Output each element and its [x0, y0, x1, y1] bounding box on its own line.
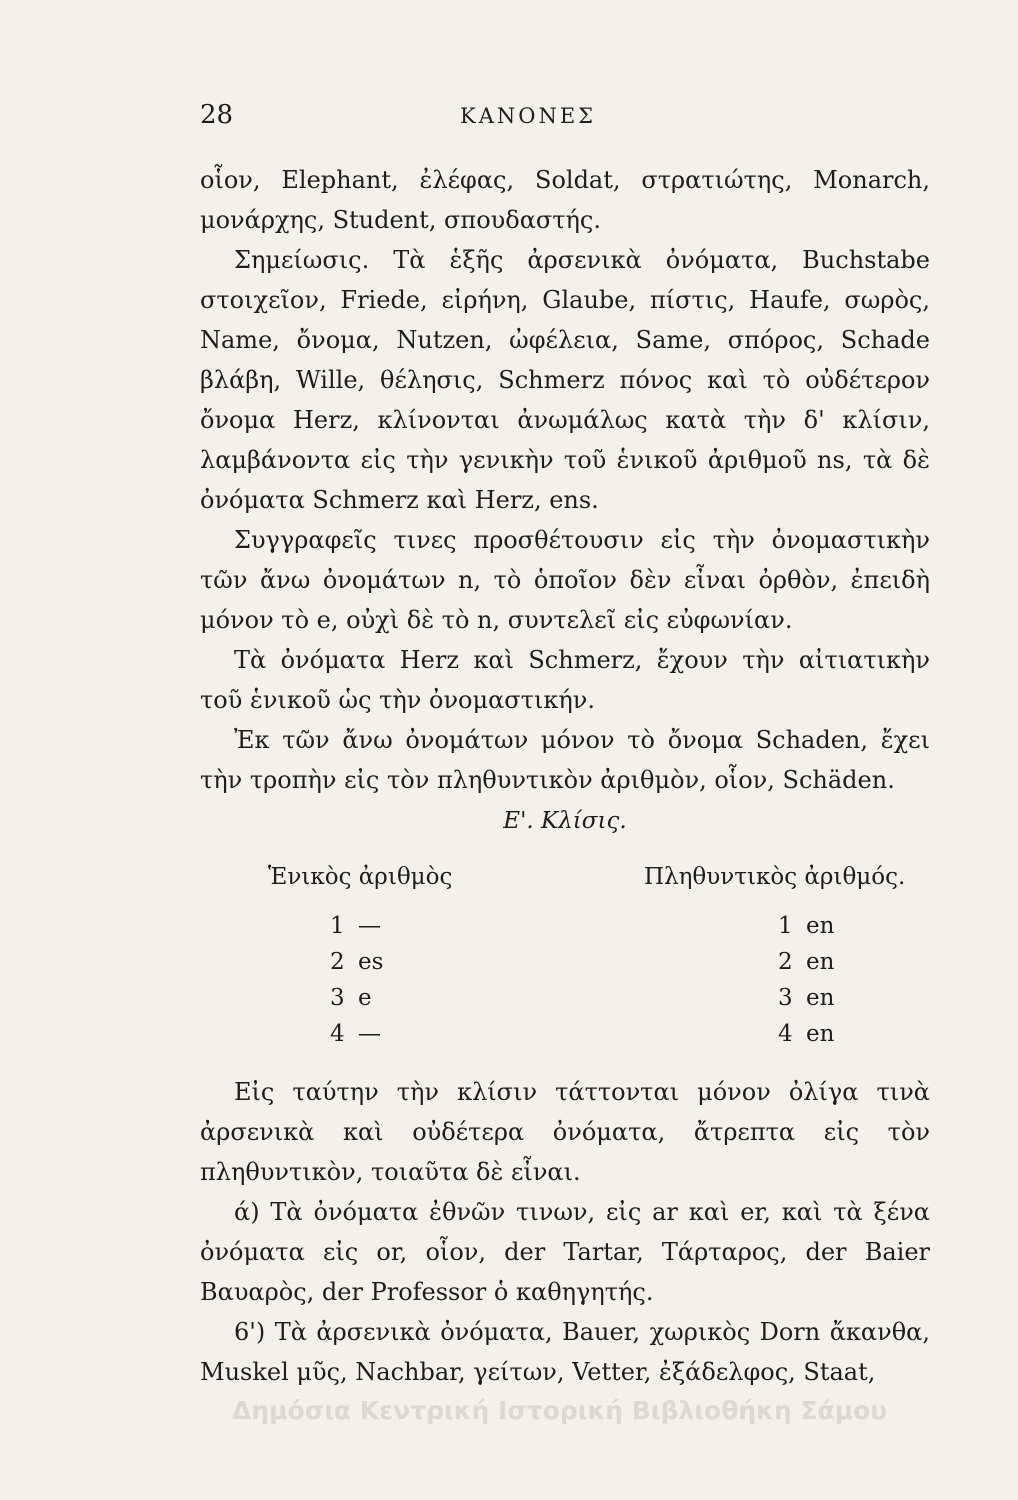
case-ending: en [806, 913, 835, 939]
case-ending: en [806, 949, 835, 975]
declension-table [200, 864, 930, 1054]
table-row [268, 944, 452, 980]
case-number: 1 [778, 913, 793, 939]
running-head: ΚΑΝΟΝΕΣ [460, 104, 596, 128]
table-row [268, 1016, 452, 1052]
table-row [268, 908, 452, 944]
case-ending: — [358, 913, 381, 939]
case-ending: — [358, 1021, 381, 1047]
case-number: 3 [778, 985, 793, 1011]
case-number: 4 [778, 1021, 793, 1047]
case-ending: e [358, 985, 372, 1011]
singular-header: Ἑνικὸς ἀριθμὸς [268, 864, 453, 890]
table-row [268, 980, 452, 1016]
paragraph: Σημείωσις. Τὰ ἑξῆς ἀρσενικὰ ὀνόματα, Buchstabe στοιχεῖον, Friede, εἰρήνη, Glaube, πίστις, Haufe, σωρὸς, Name, ὄνομα, Nutzen, ὠφέλεια, Same, σπόρος, Schade βλάβη, Wille, θέλησις, Schmerz πόνος καὶ τὸ οὐδέτερον ὄνομα Herz, κλίνονται ἀνωμάλως κατὰ τὴν δ' κλίσιν, λαμβάνοντα εἰς τὴν γενικὴν τοῦ ἑνικοῦ ἀριθμοῦ ns, τὰ δὲ ὀνόματα Schmerz καὶ Herz, ens. [200, 246, 930, 514]
paragraph: ά) Τὰ ὀνόματα ἐθνῶν τινων, εἰς ar καὶ er, καὶ τὰ ξένα ὀνόματα εἰς or, οἷον, der Tartar, Τάρταρος, der Baier Βαυαρὸς, der Professor ὁ καθηγητής. [200, 1198, 930, 1306]
case-ending: en [806, 985, 835, 1011]
paragraph: 6') Τὰ ἀρσενικὰ ὀνόματα, Bauer, χωρικὸς Dorn ἄκανθα, Muskel μῦς, Nachbar, γείτων, Vetter, ἐξάδελφος, Staat, [200, 1318, 930, 1386]
table-row [644, 980, 905, 1016]
case-number: 2 [778, 949, 793, 975]
paragraph: Τὰ ὀνόματα Herz καὶ Schmerz, ἔχουν τὴν αἰτιατικὴν τοῦ ἑνικοῦ ὡς τὴν ὀνομαστικήν. [200, 646, 930, 714]
singular-column [268, 864, 452, 1052]
case-ending: en [806, 1021, 835, 1047]
case-number: 2 [330, 949, 345, 975]
case-number: 4 [330, 1021, 345, 1047]
paragraph: Εἰς ταύτην τὴν κλίσιν τάττονται μόνον ὀλίγα τινὰ ἀρσενικὰ καὶ οὐδέτερα ὀνόματα, ἄτρεπτα εἰς τὸν πληθυντικὸν, τοιαῦτα δὲ εἶναι. [200, 1078, 930, 1186]
main-text [200, 160, 930, 800]
section-title: Ε'. Κλίσις. [503, 808, 627, 834]
plural-header: Πληθυντικὸς ἀριθμός. [644, 864, 906, 890]
case-ending: es [358, 949, 384, 975]
table-row [644, 1016, 905, 1052]
case-number: 1 [330, 913, 345, 939]
paragraph: οἷον, Elephant, ἐλέφας, Soldat, στρατιώτης, Monarch, μονάρχης, Student, σπουδαστής. [200, 166, 930, 234]
library-watermark: Δημόσια Κεντρική Ιστορική Βιβλιοθήκη Σάμου [232, 1396, 888, 1425]
page-number: 28 [200, 100, 234, 130]
plural-column [644, 864, 905, 1052]
paragraph: Συγγραφεῖς τινες προσθέτουσιν εἰς τὴν ὀνομαστικὴν τῶν ἄνω ὀνομάτων n, τὸ ὁποῖον δὲν εἶναι ὀρθὸν, ἐπειδὴ μόνον τὸ e, οὐχὶ δὲ τὸ n, συντελεῖ εἰς εὐφωνίαν. [200, 526, 930, 634]
main-text-continued [200, 1072, 930, 1392]
table-row [644, 944, 905, 980]
case-number: 3 [330, 985, 345, 1011]
table-row [644, 908, 905, 944]
paragraph: Ἐκ τῶν ἄνω ὀνομάτων μόνον τὸ ὄνομα Schaden, ἔχει τὴν τροπὴν εἰς τὸν πληθυντικὸν ἀριθμὸν, οἷον, Schäden. [200, 726, 930, 794]
page-header [200, 100, 930, 140]
